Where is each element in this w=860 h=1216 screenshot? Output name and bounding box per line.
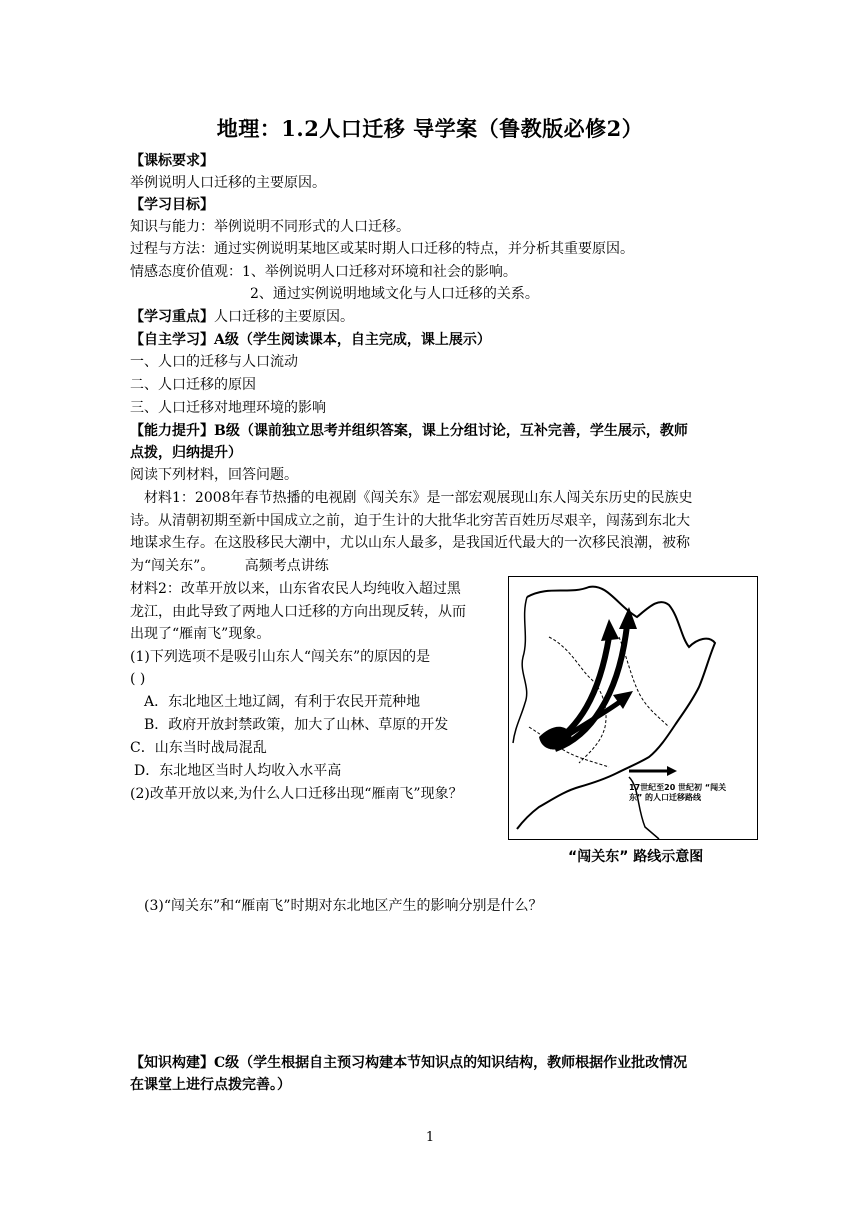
option-a: A．东北地区土地辽阔，有利于农民开荒种地 [144, 694, 421, 710]
read-prompt: 阅读下列材料，回答问题。 [130, 467, 298, 483]
material-1-tag: 高频考点讲练 [244, 558, 329, 574]
option-b: B．政府开放封禁政策，加大了山林、草原的开发 [144, 717, 449, 733]
map-province-border-2 [619, 637, 669, 727]
goal-knowledge: 知识与能力：举例说明不同形式的人口迁移。 [130, 219, 410, 235]
legend-line-1: 17世纪至20 世纪初 “闯关 [629, 783, 727, 792]
figure-caption: “闯关东” 路线示意图 [568, 849, 704, 865]
self-study-item-3: 三、人口迁移对地理环境的影响 [130, 400, 326, 416]
self-study-heading: 【自主学习】A级（学生阅读课本，自主完成，课上展示） [130, 332, 491, 348]
option-d: D．东北地区当时人均收入水平高 [134, 763, 342, 779]
question-3: (3)“闯关东”和“雁南飞”时期对东北地区产生的影响分别是什么？ [144, 898, 543, 914]
page-number: 1 [425, 1130, 435, 1145]
legend-line-2: 东” 的人口迁移路线 [629, 793, 702, 802]
material-2-line-2: 龙江，由此导致了两地人口迁移的方向出现反转，从而 [130, 604, 466, 620]
self-study-item-2: 二、人口迁移的原因 [130, 377, 256, 393]
material-1-line-2: 诗。从清朝初期至新中国成立之前，迫于生计的大批华北穷苦百姓历尽艰辛，闯荡到东北大 [130, 513, 690, 529]
goal-attitude-1: 情感态度价值观：1、举例说明人口迁移对环境和社会的影响。 [130, 264, 517, 280]
migration-arrow-northeast-head [619, 607, 637, 629]
material-1-end: 为“闯关东”。 [130, 558, 215, 574]
knowledge-heading-line-2: 在课堂上进行点拨完善。） [130, 1077, 291, 1093]
map-western-border [513, 597, 527, 743]
migration-route-figure [508, 576, 758, 874]
goal-process: 过程与方法：通过实例说明某地区或某时期人口迁移的特点，并分析其重要原因。 [130, 241, 634, 257]
standard-text: 举例说明人口迁移的主要原因。 [130, 175, 326, 191]
goal-attitude-2: 2、通过实例说明地域文化与人口迁移的关系。 [250, 286, 539, 302]
focus-line [130, 306, 354, 328]
northeast-china-map [508, 576, 758, 840]
material-2-line-1: 材料2：改革开放以来，山东省农民人均纯收入超过黑 [130, 581, 461, 597]
material-2-line-3: 出现了“雁南飞”现象。 [130, 626, 271, 642]
map-legend [629, 783, 726, 803]
goals-heading: 【学习目标】 [130, 197, 214, 213]
material-1-line-1: 材料1：2008年春节热播的电视剧《闯关东》是一部宏观展现山东人闯关东历史的民族史 [144, 490, 693, 506]
ability-heading-line-2: 点拨，归纳提升） [130, 445, 242, 461]
material-1-line-4 [130, 555, 329, 577]
legend-arrow-head [667, 766, 677, 776]
migration-arrow-north-head [601, 619, 619, 641]
page-title: 地理：1.2人口迁移 导学案（鲁教版必修2） [216, 116, 644, 141]
option-c: C．山东当时战局混乱 [130, 740, 267, 756]
question-1-line-1: (1)下列选项不是吸引山东人“闯关东”的原因的是 [130, 649, 431, 665]
question-1-line-2: ( ) [130, 671, 146, 687]
material-1-line-3: 地谋求生存。在这股移民大潮中，尤以山东人最多，是我国近代最大的一次移民浪潮，被称 [130, 535, 690, 551]
knowledge-heading-line-1: 【知识构建】C级（学生根据自主预习构建本节知识点的知识结构，教师根据作业批改情况 [130, 1055, 688, 1071]
self-study-item-1: 一、人口的迁移与人口流动 [130, 354, 298, 370]
standard-heading: 【课标要求】 [130, 153, 214, 169]
ability-heading-line-1: 【能力提升】B级（课前独立思考并组织答案，课上分组讨论，互补完善，学生展示，教师 [130, 423, 688, 439]
focus-text: 人口迁移的主要原因。 [214, 309, 354, 325]
question-2: (2)改革开放以来,为什么人口迁移出现“雁南飞”现象？ [130, 786, 463, 802]
focus-heading: 【学习重点】 [130, 309, 214, 325]
